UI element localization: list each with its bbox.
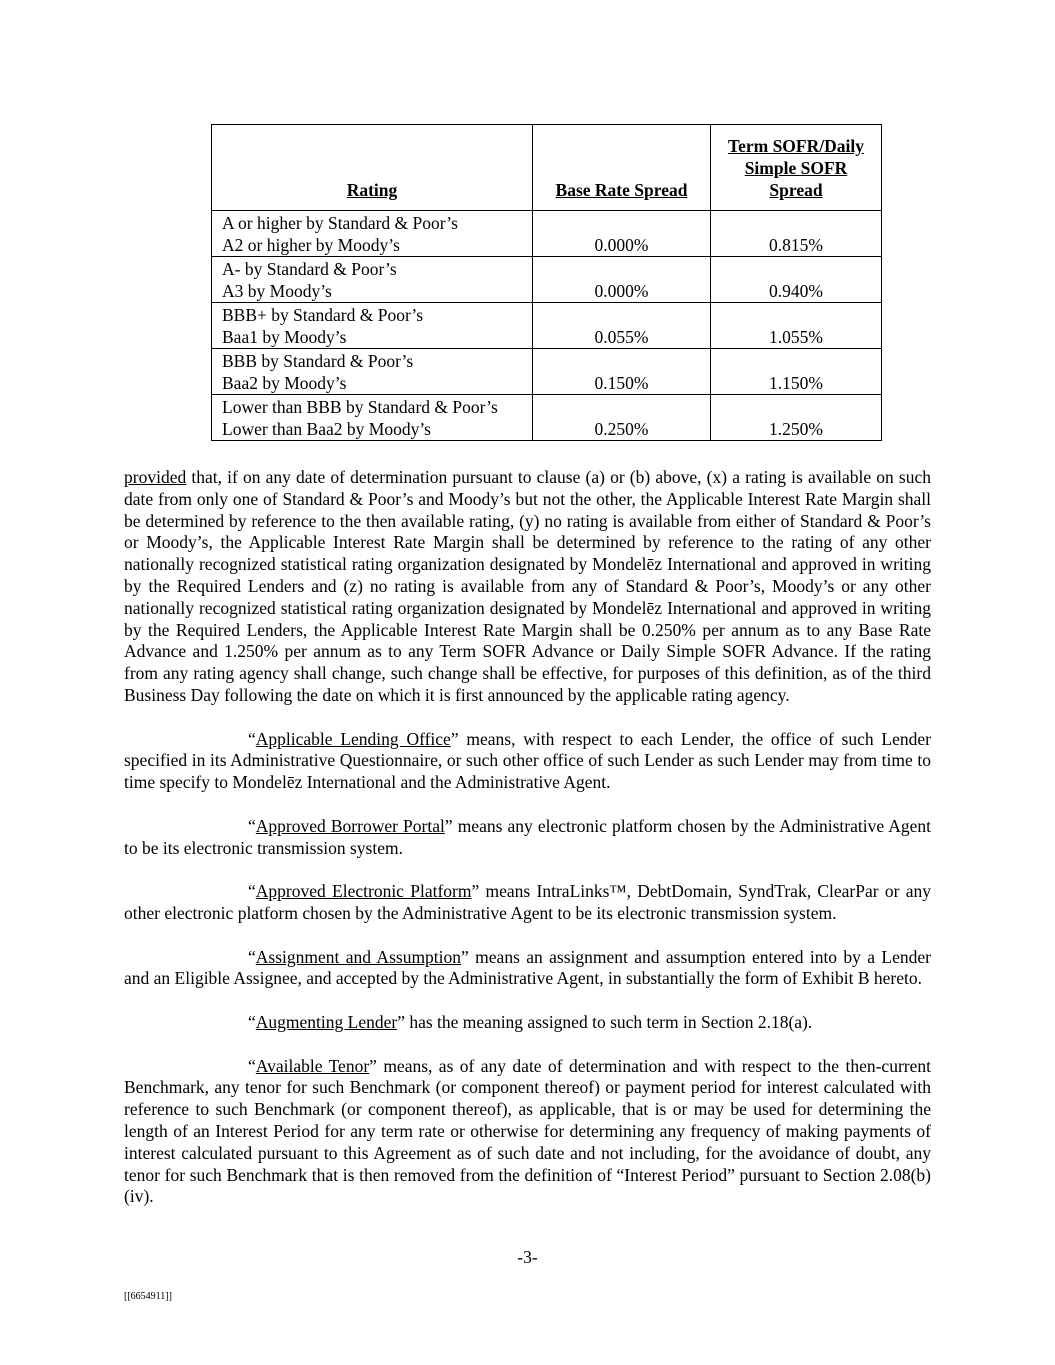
moodys-rating: A3 by Moody’s [222, 281, 332, 301]
table-row [212, 211, 882, 257]
header-base-rate-spread: Base Rate Spread [533, 125, 711, 211]
table-row [212, 257, 882, 303]
moodys-rating: Baa1 by Moody’s [222, 327, 347, 347]
rating-cell [212, 349, 533, 395]
rating-cell [212, 303, 533, 349]
sp-rating: A- by Standard & Poor’s [222, 259, 397, 279]
definition-paragraph: “Approved Borrower Portal” means any electronic platform chosen by the Administrative Agent to be its electronic transmission system. [124, 815, 931, 858]
sp-rating: BBB by Standard & Poor’s [222, 351, 414, 371]
rating-cell [212, 211, 533, 257]
header-rating: Rating [212, 125, 533, 211]
sofr-cell: 1.150% [711, 349, 882, 395]
table-row [212, 303, 882, 349]
table-row [212, 395, 882, 441]
rating-cell [212, 395, 533, 441]
base-rate-cell: 0.250% [533, 395, 711, 441]
base-rate-cell: 0.055% [533, 303, 711, 349]
page-number: -3- [517, 1247, 538, 1267]
table-row [212, 349, 882, 395]
sofr-cell: 1.250% [711, 395, 882, 441]
base-rate-cell: 0.150% [533, 349, 711, 395]
sp-rating: Lower than BBB by Standard & Poor’s [222, 397, 498, 417]
defined-term: Approved Electronic Platform [255, 881, 472, 902]
table-header-row [212, 125, 882, 211]
definition-paragraph: “Assignment and Assumption” means an assignment and assumption entered into by a Lender and an Eligible Assignee, and accepted by the Administrative Agent, in substantially the form of Exhibit B hereto. [124, 946, 931, 989]
base-rate-cell: 0.000% [533, 257, 711, 303]
base-rate-cell: 0.000% [533, 211, 711, 257]
proviso-paragraph: provided that, if on any date of determination pursuant to clause (a) or (b) above, (x) a rating is available on such date from only one of Standard & Poor’s and Moody’s but not the other, the Applicable Interest Rate Margin shall be determined by reference to the then available rating, (y) no rating is available from either of Standard & Poor’s or Moody’s, the Applicable Interest Rate Margin shall be determined by reference to the rating of any other nationally recognized statistical rating organization designated by Mondelēz International and approved in writing by the Required Lenders and (z) no rating is available from any of Standard & Poor’s, Moody’s or any other nationally recognized statistical rating organization designated by Mondelēz International and approved in writing by the Required Lenders, the Applicable Interest Rate Margin shall be 0.250% per annum as to any Base Rate Advance and 1.250% per annum as to any Term SOFR Advance or Daily Simple SOFR Advance. If the rating from any rating agency shall change, such change shall be effective, for purposes of this definition, as of the third Business Day following the date on which it is first announced by the applicable rating agency. [124, 467, 931, 705]
definition-paragraph: “Available Tenor” means, as of any date of determination and with respect to the then-current Benchmark, any tenor for such Benchmark (or component thereof) or payment period for interest calculated with reference to such Benchmark (or component thereof), as applicable, that is or may be used for determining the length of an Interest Period for any term rate or otherwise for determining any frequency of making payments of interest calculated pursuant to this Agreement as of such date and not including, for the avoidance of doubt, any tenor for such Benchmark that is then removed from the definition of “Interest Period” pursuant to Section 2.08(b)(iv). [124, 1055, 931, 1207]
defined-term: provided [124, 467, 187, 487]
sp-rating: BBB+ by Standard & Poor’s [222, 305, 424, 325]
sofr-cell: 1.055% [711, 303, 882, 349]
moodys-rating: A2 or higher by Moody’s [222, 235, 400, 255]
document-body [124, 467, 931, 1230]
definition-paragraph: “Approved Electronic Platform” means IntraLinks™, DebtDomain, SyndTrak, ClearPar or any other electronic platform chosen by the Administrative Agent to be its electronic transmission system. [124, 881, 931, 923]
header-sofr-spread: Term SOFR/Daily Simple SOFR Spread [711, 125, 882, 211]
defined-term: Applicable Lending Office [255, 728, 451, 749]
definition-paragraph: “Applicable Lending Office” means, with respect to each Lender, the office of such Lender specified in its Administrative Questionnaire, or such other office of such Lender as such Lender may from time to time specify to Mondelēz International and the Administrative Agent. [124, 728, 931, 793]
defined-term: Augmenting Lender [255, 1011, 398, 1032]
defined-term: Approved Borrower Portal [255, 815, 445, 836]
defined-term: Available Tenor [255, 1055, 370, 1076]
document-id: [[6654911]] [124, 1291, 172, 1302]
definition-paragraph: “Augmenting Lender” has the meaning assigned to such term in Section 2.18(a). [248, 1011, 813, 1032]
sofr-cell: 0.815% [711, 211, 882, 257]
sofr-cell: 0.940% [711, 257, 882, 303]
moodys-rating: Lower than Baa2 by Moody’s [222, 419, 431, 439]
defined-term: Assignment and Assumption [255, 946, 462, 967]
sp-rating: A or higher by Standard & Poor’s [222, 213, 458, 233]
rating-cell [212, 257, 533, 303]
rating-spread-table [211, 124, 882, 441]
moodys-rating: Baa2 by Moody’s [222, 373, 347, 393]
